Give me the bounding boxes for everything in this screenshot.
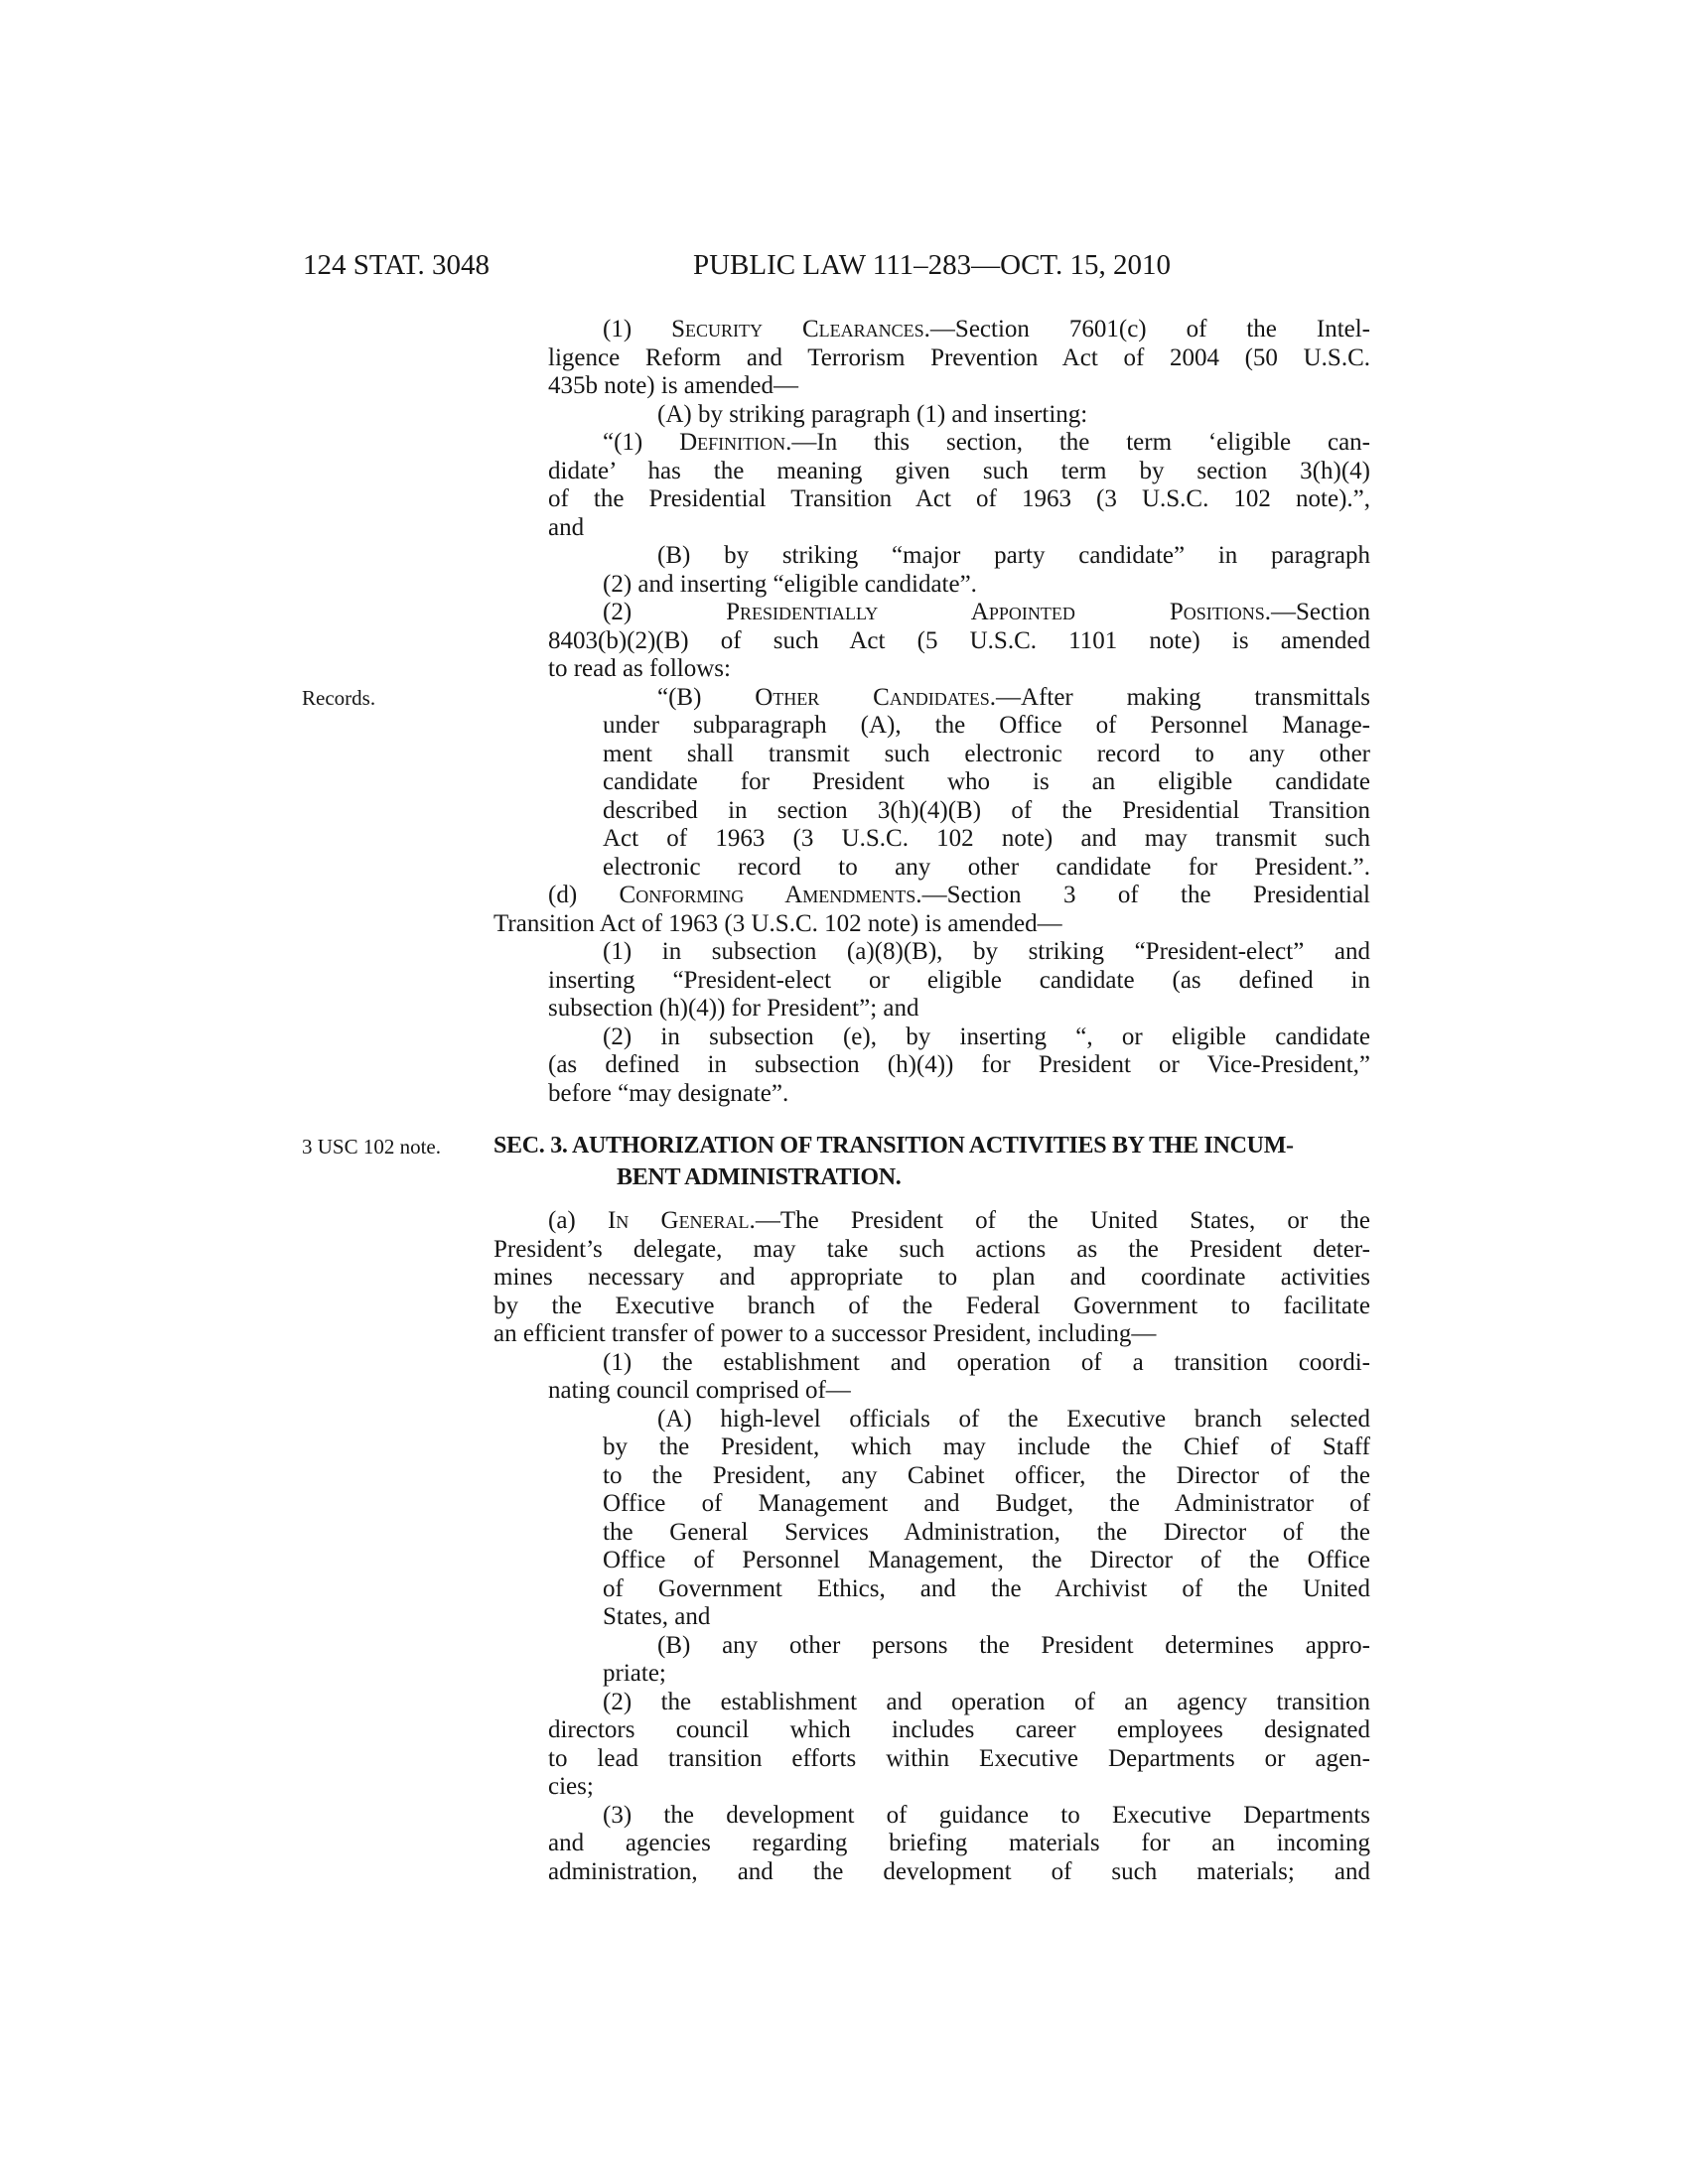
text-line — [493, 344, 1370, 373]
text-line — [493, 571, 1370, 600]
text-line — [493, 995, 1370, 1024]
text-line — [493, 1293, 1370, 1321]
text-line — [493, 485, 1370, 514]
text-line — [493, 655, 1370, 684]
text-run: to the President, any Cabinet officer, the Director of the — [603, 1461, 1370, 1489]
text-line — [493, 938, 1370, 967]
smallcaps-term: In General. — [607, 1207, 756, 1234]
text-line — [493, 1660, 1370, 1689]
margin-note-records: Records. — [302, 686, 376, 710]
text-run: (3) the development of guidance to Executive Departments — [603, 1801, 1370, 1829]
text-line — [493, 1320, 1370, 1349]
smallcaps-term: Definition. — [679, 429, 792, 456]
text-run: (a) — [548, 1207, 608, 1234]
text-line — [493, 1024, 1370, 1052]
text-run: 435b note) is amended— — [548, 372, 799, 399]
text-line — [493, 599, 1370, 627]
text-run: didate’ has the meaning given such term by section 3(h)(4) — [548, 457, 1370, 484]
text-line — [493, 684, 1370, 713]
text-line — [493, 1490, 1370, 1519]
text-run: 8403(b)(2)(B) of such Act (5 U.S.C. 1101 note) is amended — [548, 626, 1370, 654]
text-line — [493, 1716, 1370, 1745]
text-run: ment shall transmit such electronic record to any other — [603, 740, 1370, 767]
text-run: (1) — [603, 316, 672, 342]
text-line — [493, 967, 1370, 996]
text-run: —In this section, the term ‘eligible can- — [791, 429, 1370, 456]
text-run: described in section 3(h)(4)(B) of the Presidential Transition — [603, 796, 1370, 824]
text-run: Office of Management and Budget, the Administrator of — [603, 1490, 1370, 1517]
text-run: —Section 7601(c) of the Intel- — [929, 316, 1371, 342]
text-line — [493, 1051, 1370, 1080]
text-line — [493, 1745, 1370, 1774]
text-run: (A) by striking paragraph (1) and inserting: — [657, 400, 1088, 428]
text-run: and — [548, 513, 585, 541]
section-3-heading-line2: BENT ADMINISTRATION. — [617, 1164, 902, 1190]
text-line — [493, 1406, 1370, 1434]
text-run: an efficient transfer of power to a successor President, including— — [493, 1320, 1157, 1347]
text-line — [493, 910, 1370, 939]
text-run: cies; — [548, 1773, 594, 1800]
section-3-heading — [493, 1130, 1370, 1193]
text-line — [493, 1433, 1370, 1462]
text-run: by the President, which may include the Chief of Staff — [603, 1433, 1370, 1460]
text-line — [493, 768, 1370, 797]
text-line — [493, 1858, 1370, 1887]
text-line — [493, 1632, 1370, 1661]
text-run: under subparagraph (A), the Office of Personnel Manage- — [603, 712, 1370, 739]
text-line — [493, 854, 1370, 883]
amendments-text-block — [493, 316, 1370, 1108]
text-run: priate; — [603, 1660, 666, 1687]
text-run: to lead transition efforts within Executive Departments or agen- — [548, 1744, 1370, 1772]
text-run: (B) by striking “major party candidate” in paragraph — [657, 542, 1370, 569]
running-header-title: PUBLIC LAW 111–283—OCT. 15, 2010 — [692, 249, 1171, 281]
text-run: —Section — [1271, 599, 1370, 625]
text-run: (as defined in subsection (h)(4)) for President or Vice-President,” — [548, 1051, 1370, 1078]
text-run: subsection (h)(4)) for President”; and — [548, 995, 919, 1022]
text-run: administration, and the development of such materials; and — [548, 1857, 1370, 1885]
text-run: “(B) — [657, 683, 756, 711]
text-run: (2) in subsection (e), by inserting “, or eligible candidate — [603, 1023, 1370, 1050]
text-run: (d) — [548, 882, 620, 908]
text-line — [493, 1349, 1370, 1378]
text-run: —Section 3 of the Presidential — [921, 882, 1370, 908]
text-line — [493, 797, 1370, 826]
text-run: Office of Personnel Management, the Director of the Office — [603, 1547, 1370, 1573]
text-run: (2) — [603, 599, 727, 625]
text-run: (1) the establishment and operation of a transition coordi- — [603, 1348, 1370, 1376]
text-run: (2) and inserting “eligible candidate”. — [603, 570, 977, 598]
text-run: “(1) — [603, 429, 680, 456]
text-line — [493, 1377, 1370, 1406]
text-run: directors council which includes career employees designated — [548, 1716, 1370, 1743]
text-line — [493, 1207, 1370, 1236]
section-3-heading-line1: SEC. 3. AUTHORIZATION OF TRANSITION ACTIVITIES BY THE INCUM- — [493, 1133, 1294, 1159]
text-run: Act of 1963 (3 U.S.C. 102 note) and may transmit such — [603, 825, 1370, 852]
smallcaps-term: Presidentially Appointed Positions. — [726, 599, 1271, 625]
text-run: (B) any other persons the President determines appro- — [657, 1631, 1370, 1659]
text-line — [493, 316, 1370, 344]
text-line — [493, 1603, 1370, 1632]
text-line — [493, 1519, 1370, 1548]
text-run: ligence Reform and Terrorism Prevention Act of 2004 (50 U.S.C. — [548, 343, 1370, 371]
text-run: (1) in subsection (a)(8)(B), by striking “President-elect” and — [603, 938, 1370, 965]
text-run: electronic record to any other candidate for President.”. — [603, 853, 1370, 881]
page-stat-number: 124 STAT. 3048 — [303, 249, 491, 281]
smallcaps-term: Security Clearances. — [671, 316, 930, 342]
text-run: by the Executive branch of the Federal Government to facilitate — [493, 1292, 1370, 1319]
text-run: (2) the establishment and operation of an agency transition — [603, 1688, 1370, 1715]
text-run: —The President of the United States, or the — [755, 1207, 1370, 1234]
text-line — [493, 401, 1370, 430]
text-run: (A) high-level officials of the Executive branch selected — [657, 1405, 1370, 1433]
text-line — [493, 1689, 1370, 1717]
text-line — [493, 1802, 1370, 1831]
text-line — [493, 1264, 1370, 1293]
text-line — [493, 1830, 1370, 1858]
text-line — [493, 514, 1370, 543]
text-line — [493, 825, 1370, 854]
text-line — [493, 1575, 1370, 1604]
text-line — [493, 429, 1370, 458]
margin-note-usc-102: 3 USC 102 note. — [302, 1135, 442, 1159]
text-run: to read as follows: — [548, 655, 731, 682]
text-line — [493, 372, 1370, 401]
text-run: nating council comprised of— — [548, 1377, 851, 1404]
text-run: the General Services Administration, the Director of the — [603, 1518, 1370, 1546]
smallcaps-term: Conforming Amendments. — [619, 882, 922, 908]
text-run: candidate for President who is an eligible candidate — [603, 768, 1370, 795]
text-line — [493, 1773, 1370, 1802]
text-line — [493, 542, 1370, 571]
text-run: and agencies regarding briefing materials for an incoming — [548, 1830, 1370, 1856]
text-line — [493, 627, 1370, 656]
text-line — [493, 741, 1370, 769]
text-line — [493, 1080, 1370, 1109]
text-line — [493, 1547, 1370, 1575]
text-run: of the Presidential Transition Act of 1963 (3 U.S.C. 102 note).”, — [548, 485, 1370, 512]
text-run: —After making transmittals — [996, 683, 1371, 711]
statute-text-column — [493, 316, 1370, 1886]
text-run: mines necessary and appropriate to plan and coordinate activities — [493, 1264, 1370, 1291]
text-line — [493, 882, 1370, 910]
text-run: President’s delegate, may take such actions as the President deter- — [493, 1235, 1370, 1263]
text-line — [493, 1236, 1370, 1265]
text-run: of Government Ethics, and the Archivist of the United — [603, 1574, 1370, 1602]
text-run: inserting “President-elect or eligible candidate (as defined in — [548, 966, 1370, 994]
smallcaps-term: Other Candidates. — [755, 683, 997, 711]
text-line — [493, 1462, 1370, 1491]
text-run: before “may designate”. — [548, 1079, 789, 1107]
text-line — [493, 458, 1370, 486]
text-line — [493, 712, 1370, 741]
text-run: States, and — [603, 1603, 711, 1630]
text-run: Transition Act of 1963 (3 U.S.C. 102 note) is amended— — [493, 909, 1062, 937]
section-3a-text-block — [493, 1207, 1370, 1886]
